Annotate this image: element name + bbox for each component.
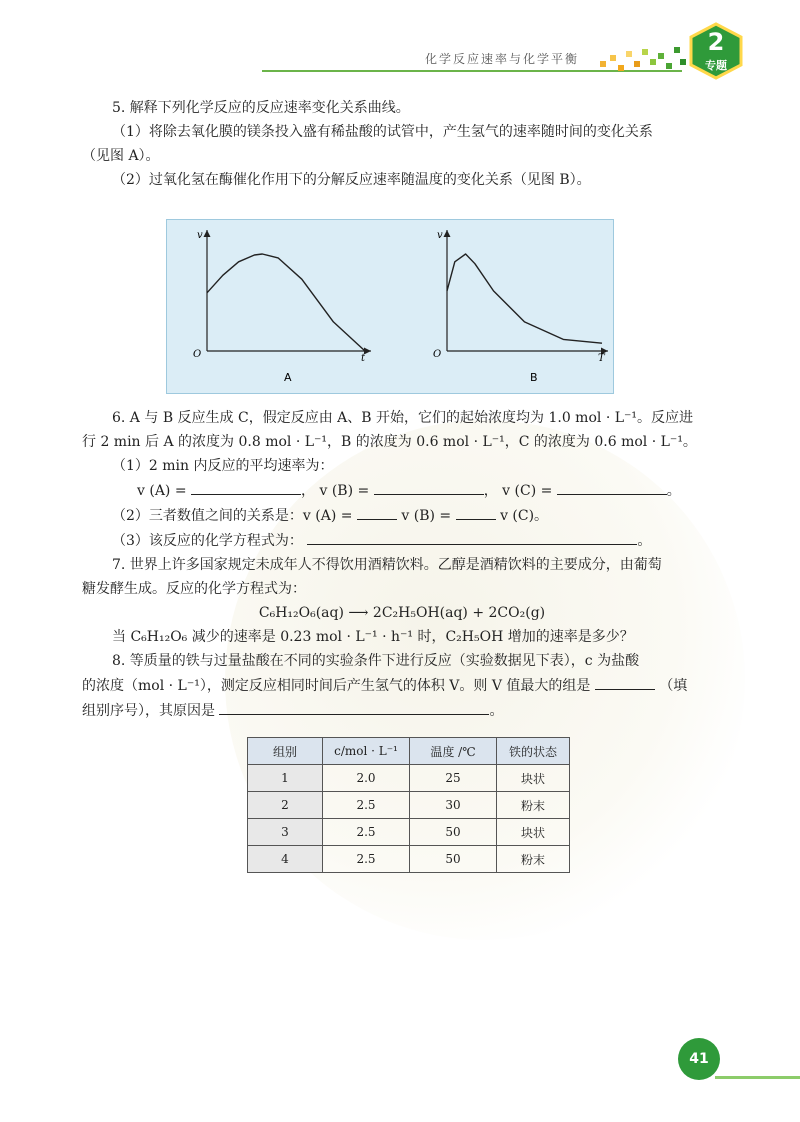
cell: 2 <box>248 792 323 819</box>
charts-svg <box>167 220 613 393</box>
cell: 2.5 <box>323 792 410 819</box>
q7-line2: 糖发酵生成。反应的化学方程式为： <box>82 581 306 597</box>
q6-line1: 6. A 与 B 反应生成 C，假定反应由 A、B 开始，它们的起始浓度均为 1.0 mol · L⁻¹。反应进 <box>112 410 694 426</box>
q8-line3-text: 组别序号），其原因是 <box>82 703 215 719</box>
table-header-row <box>248 738 570 765</box>
reason-blank[interactable] <box>219 698 489 715</box>
table-row <box>248 846 570 873</box>
q6-line2: 行 2 min 后 A 的浓度为 0.8 mol · L⁻¹，B 的浓度为 0.6 mol · L⁻¹，C 的浓度为 0.6 mol · L⁻¹。 <box>82 434 697 450</box>
header-iron-state: 铁的状态 <box>497 738 570 765</box>
sub2-vB: v (B) = <box>401 508 452 524</box>
sub3-label: （3）该反应的化学方程式为： <box>112 533 303 549</box>
vC-label: v (C) = <box>502 483 553 499</box>
q5-part2: （2）过氧化氢在酶催化作用下的分解反应速率随温度的变化关系（见图 B）。 <box>112 172 591 188</box>
chart-b-xlabel: T <box>598 353 605 364</box>
chart-b-caption: B <box>530 371 538 384</box>
table-row <box>248 819 570 846</box>
cell: 粉末 <box>497 792 570 819</box>
q6-rates-row: v (A) = ， v (B) = ， v (C) = 。 <box>82 478 722 503</box>
chart-a-caption: A <box>284 371 292 384</box>
cell: 30 <box>410 792 497 819</box>
vB-label: v (B) = <box>319 483 370 499</box>
q6-sub2 <box>82 503 722 528</box>
cell: 粉末 <box>497 846 570 873</box>
decorative-pixels <box>600 45 690 75</box>
header-group: 组别 <box>248 738 323 765</box>
q8-line2-text: 的浓度（mol · L⁻¹），测定反应相同时间后产生氢气的体积 V。则 V 值最大的组是 <box>82 678 591 694</box>
header-temperature: 温度 /℃ <box>410 738 497 765</box>
table-row <box>248 765 570 792</box>
cell: 2.5 <box>323 846 410 873</box>
cell: 4 <box>248 846 323 873</box>
cell: 3 <box>248 819 323 846</box>
group-blank[interactable] <box>595 673 655 690</box>
cell: 块状 <box>497 765 570 792</box>
q5-part1-cont: （见图 A）。 <box>82 148 160 164</box>
chart-a-ylabel: v <box>197 230 203 241</box>
table-row <box>248 792 570 819</box>
q5-title: 5. 解释下列化学反应的反应速率变化关系曲线。 <box>112 100 410 116</box>
vA-label: v (A) = <box>137 483 187 499</box>
chart-b-ylabel: v <box>437 230 443 241</box>
q5-part1: （1）将除去氧化膜的镁条投入盛有稀盐酸的试管中，产生氢气的速率随时间的变化关系 <box>112 124 653 140</box>
ratio-blank-2[interactable] <box>456 503 496 520</box>
q8-line2 <box>82 673 722 698</box>
ratio-blank-1[interactable] <box>357 503 397 520</box>
header-concentration: c/mol · L⁻¹ <box>323 738 410 765</box>
q7-equation: C₆H₁₂O₆(aq) ⟶ 2C₂H₅OH(aq) + 2CO₂(g) <box>258 605 546 621</box>
experiment-table <box>247 737 570 873</box>
chart-a-curve <box>207 254 365 351</box>
q8-line1: 8. 等质量的铁与过量盐酸在不同的实验条件下进行反应（实验数据见下表），c 为盐酸 <box>112 653 640 669</box>
chapter-title: 化学反应速率与化学平衡 <box>425 52 580 66</box>
chapter-badge <box>688 22 744 80</box>
cell: 50 <box>410 846 497 873</box>
cell: 2.5 <box>323 819 410 846</box>
q6-q8-content <box>82 406 722 723</box>
rate-curves-figure <box>166 219 614 394</box>
badge-number: 2 <box>707 28 725 56</box>
q6-sub3: （3）该反应的化学方程式为： 。 <box>82 528 722 553</box>
sub2-vC: v (C)。 <box>500 508 549 524</box>
cell: 25 <box>410 765 497 792</box>
main-content <box>82 96 722 192</box>
cell: 50 <box>410 819 497 846</box>
vA-blank[interactable] <box>191 478 301 495</box>
q7-question: 当 C₆H₁₂O₆ 减少的速率是 0.23 mol · L⁻¹ · h⁻¹ 时，C₂H₅OH 增加的速率是多少？ <box>112 629 634 645</box>
chart-b-origin: O <box>433 349 442 360</box>
q6-sub1: （1）2 min 内反应的平均速率为： <box>112 458 334 474</box>
vC-blank[interactable] <box>557 478 667 495</box>
chart-a-origin: O <box>193 349 202 360</box>
page-number: 41 <box>678 1038 720 1080</box>
sub2-label: （2）三者数值之间的关系是：v (A) = <box>112 508 353 524</box>
chart-b-curve <box>447 254 602 343</box>
q8-line2-end: （填 <box>659 678 688 694</box>
vB-blank[interactable] <box>374 478 484 495</box>
footer-rule <box>715 1076 800 1079</box>
equation-blank[interactable] <box>307 528 637 545</box>
q8-line3: 组别序号），其原因是 。 <box>82 698 722 723</box>
cell: 块状 <box>497 819 570 846</box>
cell: 1 <box>248 765 323 792</box>
cell: 2.0 <box>323 765 410 792</box>
badge-label: 专题 <box>705 59 727 72</box>
q7-line1: 7. 世界上许多国家规定未成年人不得饮用酒精饮料。乙醇是酒精饮料的主要成分，由葡萄 <box>112 557 662 573</box>
chart-a-xlabel: t <box>361 353 366 364</box>
